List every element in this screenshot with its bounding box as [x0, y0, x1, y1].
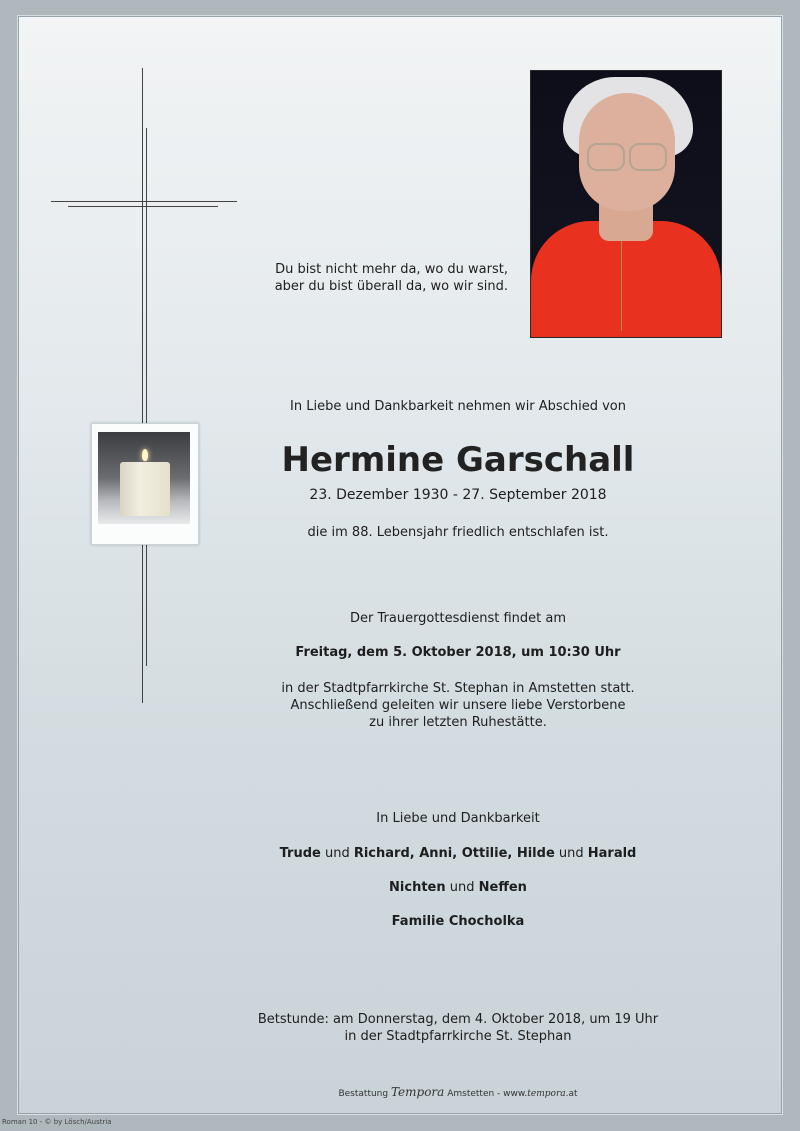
deceased-name: Hermine Garschall: [281, 440, 635, 480]
footer-brand: Tempora: [390, 1085, 445, 1099]
footer-prefix: Bestattung: [338, 1089, 389, 1099]
mourner-name: Nichten: [389, 880, 446, 895]
prayer-line-2: in der Stadtpfarrkirche St. Stephan: [344, 1029, 572, 1044]
footer-suffix: Amstetten - www.: [447, 1089, 528, 1099]
quote: [238, 261, 508, 295]
mourner-connector: und: [554, 846, 588, 861]
prayer-line-1: Betstunde: am Donnerstag, dem 4. Oktober 2018, um 19 Uhr: [257, 1012, 659, 1027]
mourner-name: Richard, Anni, Ottilie, Hilde: [353, 846, 555, 861]
parte-sheet: [17, 15, 783, 1115]
mourner-name: Harald: [587, 846, 637, 861]
service-line-2: Anschließend geleiten wir unsere liebe Verstorbene: [290, 698, 626, 713]
prayer-hour: [198, 1011, 718, 1045]
quote-line-1: Du bist nicht mehr da, wo du warst,: [275, 262, 508, 277]
footer-tld: .at: [565, 1089, 578, 1099]
life-dates: 23. Dezember 1930 - 27. September 2018: [309, 487, 607, 503]
mourner-name: Trude: [279, 846, 321, 861]
service-line-3: zu ihrer letzten Ruhestätte.: [369, 715, 547, 730]
footer-domain: tempora: [527, 1089, 566, 1099]
mourner-connector: und: [445, 880, 479, 895]
service-intro: Der Trauergottesdienst findet am: [350, 611, 566, 626]
mourner-name: Neffen: [478, 880, 527, 895]
passing-text: die im 88. Lebensjahr friedlich entschlafen ist.: [307, 525, 609, 540]
service-details: [198, 680, 718, 731]
imprint: Roman 10 - © by Lösch/Austria: [2, 1118, 112, 1126]
mourner-line: [198, 845, 718, 862]
mourner-line: [198, 913, 718, 930]
portrait-photo: [530, 70, 722, 338]
mourner-connector: und: [320, 846, 354, 861]
mourners-intro: In Liebe und Dankbarkeit: [376, 811, 540, 826]
candle-icon: [91, 423, 199, 545]
service-datetime: Freitag, dem 5. Oktober 2018, um 10:30 Uhr: [295, 645, 621, 660]
undertaker-footer: [198, 1086, 718, 1100]
quote-line-2: aber du bist überall da, wo wir sind.: [274, 279, 508, 294]
intro-text: In Liebe und Dankbarkeit nehmen wir Abschied von: [290, 399, 626, 414]
mourners-list: [198, 845, 718, 947]
mourner-name: Familie Chocholka: [391, 914, 525, 929]
service-line-1: in der Stadtpfarrkirche St. Stephan in Amstetten statt.: [281, 681, 635, 696]
mourner-line: [198, 879, 718, 896]
